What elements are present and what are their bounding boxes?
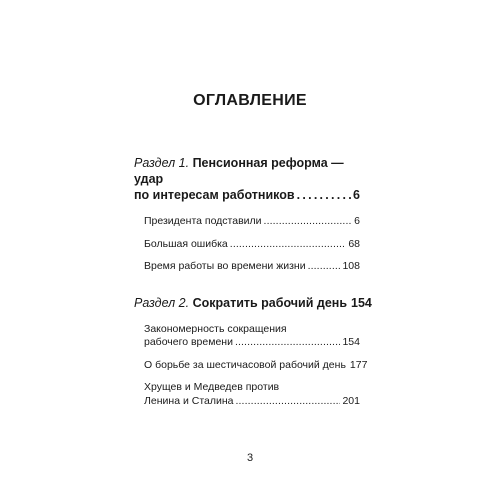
entry-page-number: 201 (342, 394, 360, 407)
toc-section-1 (134, 155, 360, 274)
toc-entry[interactable] (144, 381, 360, 408)
section-title-line1: Сократить рабочий день (192, 295, 348, 310)
entry-title: О борьбе за шестичасовой рабочий день (144, 358, 346, 371)
dot-leader (235, 395, 340, 409)
entry-title-line1: Закономерность сокращения (144, 322, 287, 335)
section-heading[interactable] (134, 295, 372, 311)
page-number: 3 (246, 452, 254, 464)
dot-leader (264, 215, 353, 229)
section-prefix: Раздел 1. (134, 156, 190, 170)
entry-page-number: 108 (342, 260, 360, 272)
entry-page-number: 177 (349, 358, 368, 371)
entry-title-line1: Хрущев и Медведев против (144, 381, 280, 393)
toc-entry[interactable] (144, 323, 360, 350)
entry-title-line2: Ленина и Сталина (144, 394, 234, 407)
toc-entry[interactable] (144, 260, 360, 274)
toc-entry[interactable] (144, 215, 360, 229)
entry-title: Большая ошибка (144, 237, 228, 250)
dot-leader (235, 336, 341, 350)
entry-title: Президента подставили (144, 215, 262, 227)
section-title-line1: Пенсионная реформа — удар (134, 156, 344, 186)
section-page-number: 6 (353, 188, 360, 202)
entry-page-number: 6 (354, 215, 360, 227)
entry-title-line2: рабочего времени (144, 336, 233, 348)
page-title: ОГЛАВЛЕНИЕ (193, 92, 307, 109)
section-title-line2: по интересам работников (134, 188, 295, 202)
entry-page-number: 68 (348, 237, 360, 250)
toc-entry[interactable] (144, 358, 368, 373)
section-heading[interactable] (134, 155, 360, 203)
dot-leader (230, 238, 347, 252)
section-page-number: 154 (351, 295, 372, 310)
dot-leader (308, 260, 341, 274)
section-prefix: Раздел 2. (134, 295, 190, 310)
dot-leader (297, 187, 351, 203)
toc-entry[interactable] (144, 238, 360, 252)
entry-page-number: 154 (342, 336, 360, 348)
entry-title: Время работы во времени жизни (144, 260, 306, 272)
table-of-contents (134, 155, 372, 429)
toc-section-2 (134, 295, 372, 409)
